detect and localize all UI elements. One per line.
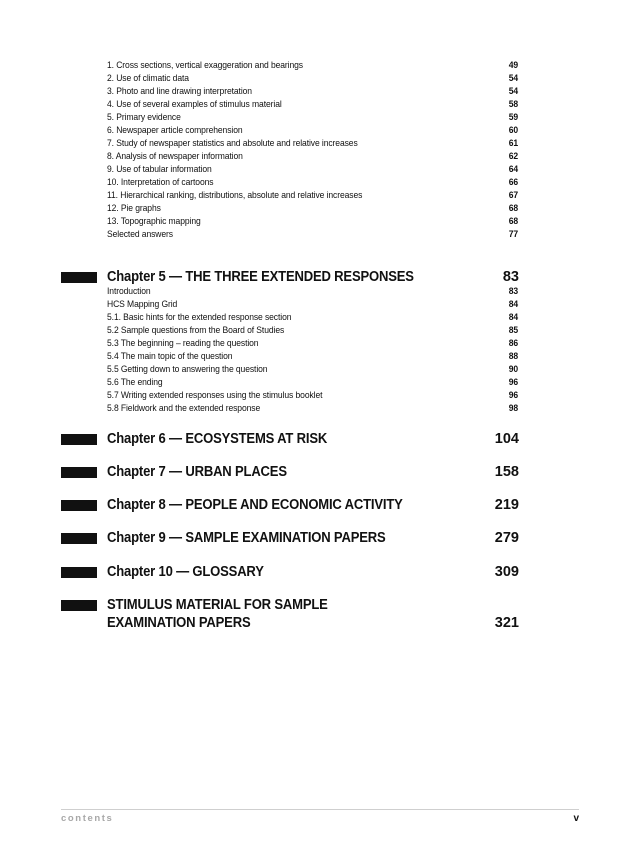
toc-entry-page: 77 <box>508 229 519 239</box>
chapter-title: Chapter 7 — URBAN PLACES <box>107 464 287 480</box>
chapter-7-heading <box>61 463 519 481</box>
chapter-page: 104 <box>494 431 519 447</box>
toc-entry-page: 68 <box>508 203 519 213</box>
toc-entry <box>107 124 519 137</box>
toc-entry <box>107 98 519 111</box>
toc-entry-label: 10. Interpretation of cartoons <box>107 177 214 187</box>
toc-entry-page: 54 <box>508 73 519 83</box>
toc-entry-page: 85 <box>508 325 519 335</box>
toc-entry-label: 5.5 Getting down to answering the question <box>107 364 268 374</box>
toc-entry-label: 8. Analysis of newspaper information <box>107 151 243 161</box>
chapter-title: Chapter 9 — SAMPLE EXAMINATION PAPERS <box>107 530 386 546</box>
chapter-title: Chapter 10 — GLOSSARY <box>107 564 264 580</box>
toc-entry-label: 1. Cross sections, vertical exaggeration and bearings <box>107 60 303 70</box>
toc-entry <box>107 176 519 189</box>
toc-entry-label: 7. Study of newspaper statistics and absolute and relative increases <box>107 138 358 148</box>
toc-entry-page: 84 <box>508 312 519 322</box>
toc-entry <box>107 215 519 228</box>
toc-entry-page: 90 <box>508 364 519 374</box>
toc-entry-page: 60 <box>508 125 519 135</box>
toc-entry <box>107 72 519 85</box>
toc-entry-label: 5.2 Sample questions from the Board of Studies <box>107 325 285 335</box>
chapter-marker-bar <box>61 600 97 611</box>
footer-divider <box>61 809 579 810</box>
toc-entry <box>107 337 519 350</box>
toc-entry <box>107 350 519 363</box>
chapter-marker-bar <box>61 533 97 544</box>
chapter-page: 279 <box>494 530 519 546</box>
toc-entry-label: 5. Primary evidence <box>107 112 181 122</box>
toc-entry-label: Selected answers <box>107 229 173 239</box>
chapter-title: Chapter 8 — PEOPLE AND ECONOMIC ACTIVITY <box>107 497 403 513</box>
toc-entry-page: 59 <box>508 112 519 122</box>
toc-entry-page: 98 <box>508 403 519 413</box>
chapter-marker-bar <box>61 272 97 283</box>
toc-entry-page: 67 <box>508 190 519 200</box>
chapter-marker-bar <box>61 500 97 511</box>
toc-entry-page: 84 <box>508 299 519 309</box>
toc-entry-label: 6. Newspaper article comprehension <box>107 125 243 135</box>
chapter-10-heading <box>61 563 519 581</box>
toc-entry <box>107 228 519 241</box>
toc-entry <box>107 202 519 215</box>
toc-entry-label: 3. Photo and line drawing interpretation <box>107 86 252 96</box>
toc-entry-page: 83 <box>508 286 519 296</box>
chapter-title: Chapter 6 — ECOSYSTEMS AT RISK <box>107 431 328 447</box>
chapter-5-heading <box>61 268 519 286</box>
toc-entry-page: 64 <box>508 164 519 174</box>
footer-section-label: contents <box>61 813 114 824</box>
toc-entry-label: 13. Topographic mapping <box>107 216 201 226</box>
toc-entry-label: 5.4 The main topic of the question <box>107 351 233 361</box>
chapter-8-heading <box>61 496 519 514</box>
chapter-page: 83 <box>502 269 519 285</box>
toc-entry-label: 5.3 The beginning – reading the question <box>107 338 259 348</box>
toc-entry-label: 12. Pie graphs <box>107 203 161 213</box>
toc-entry-page: 86 <box>508 338 519 348</box>
toc-entry <box>107 150 519 163</box>
toc-entry-page: 49 <box>508 60 519 70</box>
toc-entry <box>107 298 519 311</box>
stimulus-title-line-2: EXAMINATION PAPERS <box>107 615 251 631</box>
toc-entry <box>107 376 519 389</box>
chapter-9-heading <box>61 529 519 547</box>
toc-entry-label: 2. Use of climatic data <box>107 73 189 83</box>
toc-entry-page: 54 <box>508 86 519 96</box>
toc-entry-page: 62 <box>508 151 519 161</box>
chapter-marker-bar <box>61 467 97 478</box>
chapter-title: Chapter 5 — THE THREE EXTENDED RESPONSES <box>107 269 414 285</box>
stimulus-title-line-1: STIMULUS MATERIAL FOR SAMPLE <box>107 597 328 613</box>
toc-entry-label: 11. Hierarchical ranking, distributions, absolute and relative increases <box>107 190 363 200</box>
toc-entry <box>107 402 519 415</box>
footer-page-number: v <box>573 813 579 824</box>
toc-entry <box>107 111 519 124</box>
toc-entry <box>107 189 519 202</box>
chapter-page: 321 <box>494 615 519 631</box>
stimulus-heading <box>61 596 519 632</box>
toc-entry-page: 96 <box>508 377 519 387</box>
toc-entry-label: 5.6 The ending <box>107 377 163 387</box>
toc-entry-page: 58 <box>508 99 519 109</box>
toc-entry-page: 61 <box>508 138 519 148</box>
chapter-page: 309 <box>494 564 519 580</box>
toc-entry-label: 9. Use of tabular information <box>107 164 212 174</box>
toc-entry <box>107 324 519 337</box>
toc-entry <box>107 311 519 324</box>
toc-entry-label: Introduction <box>107 286 151 296</box>
chapter-page: 219 <box>494 497 519 513</box>
toc-entry <box>107 285 519 298</box>
toc-entry <box>107 163 519 176</box>
chapter-page: 158 <box>494 464 519 480</box>
toc-entry-page: 66 <box>508 177 519 187</box>
toc-entry-page: 68 <box>508 216 519 226</box>
toc-entry-label: 5.8 Fieldwork and the extended response <box>107 403 261 413</box>
toc-entry <box>107 59 519 72</box>
toc-entry <box>107 389 519 402</box>
chapter-marker-bar <box>61 567 97 578</box>
toc-entry-page: 96 <box>508 390 519 400</box>
toc-entry-page: 88 <box>508 351 519 361</box>
toc-entry <box>107 363 519 376</box>
toc-entry-label: 4. Use of several examples of stimulus material <box>107 99 282 109</box>
chapter-6-heading <box>61 430 519 448</box>
toc-entry <box>107 85 519 98</box>
toc-entry-label: HCS Mapping Grid <box>107 299 178 309</box>
chapter-marker-bar <box>61 434 97 445</box>
toc-entry-label: 5.7 Writing extended responses using the stimulus booklet <box>107 390 323 400</box>
toc-entry-label: 5.1. Basic hints for the extended response section <box>107 312 292 322</box>
toc-entry <box>107 137 519 150</box>
